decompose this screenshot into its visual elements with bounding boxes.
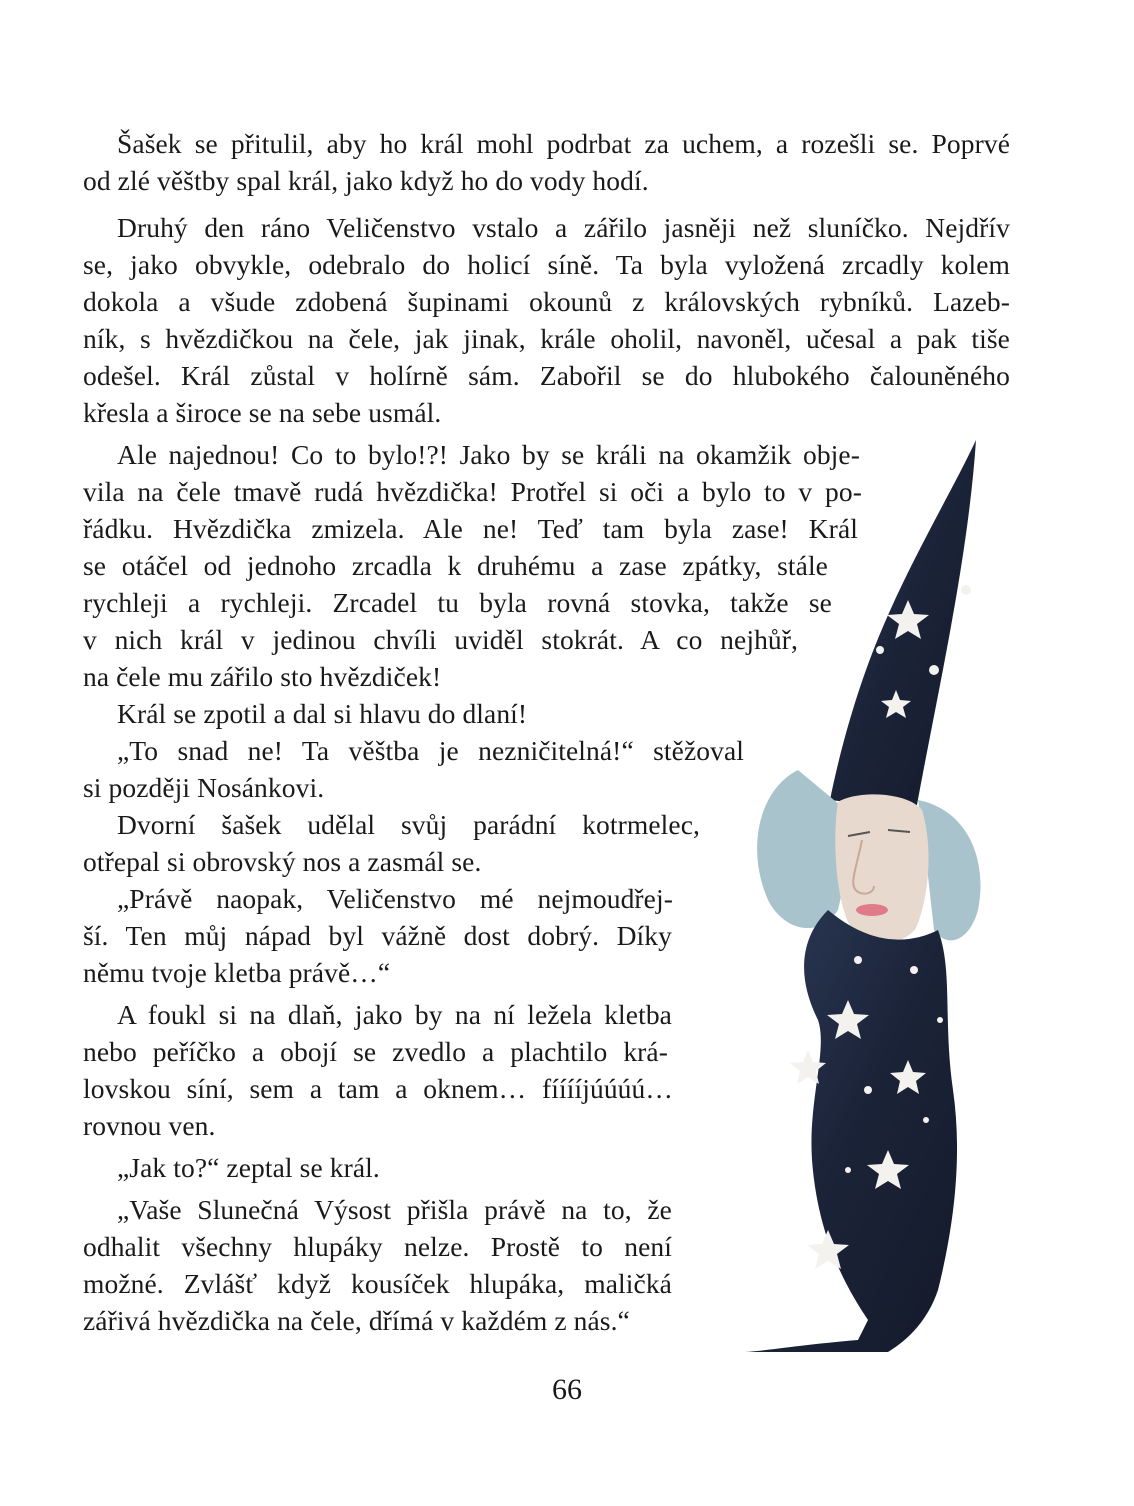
text-line: Druhý den ráno Veličenstvo vstalo a zářilo jasněji než sluníčko. Nejdřív xyxy=(117,212,1010,243)
text-line: křesla a široce se na sebe usmál. xyxy=(83,397,442,428)
text-line: možné. Zvlášť když kousíček hlupáka, maličká xyxy=(83,1268,672,1299)
text-line: odešel. Král zůstal v holírně sám. Zabořil se do hlubokého čalouněného xyxy=(83,360,1010,391)
text-line: ší. Ten můj nápad byl vážně dost dobrý. Díky xyxy=(83,920,672,951)
text-line: na čele mu zářilo sto hvězdiček! xyxy=(83,661,442,692)
text-line: v nich král v jedinou chvíli uviděl stokrát. A co nejhůř, xyxy=(83,624,798,655)
text-line: ník, s hvězdičkou na čele, jak jinak, krále oholil, navoněl, učesal a pak tiše xyxy=(83,323,1010,354)
text-line: se, jako obvykle, odebralo do holicí síně. Ta byla vyložená zrcadly kolem xyxy=(83,249,1010,280)
text-line: Šašek se přitulil, aby ho král mohl podrbat za uchem, a rozešli se. Poprvé xyxy=(117,128,1010,159)
text-line: lovskou síní, sem a tam a oknem… fííííjúúúú… xyxy=(83,1073,673,1104)
text-line: nebo peříčko a obojí se zvedlo a plachtilo krá- xyxy=(83,1036,668,1067)
robe-shape xyxy=(744,910,957,1352)
text-line: odhalit všechny hlupáky nelze. Prostě to není xyxy=(83,1231,672,1262)
text-line: od zlé věštby spal král, jako když ho do vody hodí. xyxy=(83,165,649,196)
text-line: se otáčel od jednoho zrcadla k druhému a zase zpátky, stále xyxy=(83,550,828,581)
text-line: „Vaše Slunečná Výsost přišla právě na to, že xyxy=(117,1194,672,1225)
text-line: A foukl si na dlaň, jako by na ní ležela kletba xyxy=(117,999,672,1030)
text-line: „To snad ne! Ta věštba je nezničitelná!“ stěžoval xyxy=(117,735,744,766)
text-line: Ale najednou! Co to bylo!?! Jako by se králi na okamžik obje- xyxy=(117,439,860,470)
text-line: „Jak to?“ zeptal se král. xyxy=(117,1152,380,1183)
text-line: Král se zpotil a dal si hlavu do dlaní! xyxy=(117,698,528,729)
text-line: dokola a všude zdobená šupinami okounů z královských rybníků. Lazeb- xyxy=(83,286,1010,317)
text-line: řádku. Hvězdička zmizela. Ale ne! Teď tam byla zase! Král xyxy=(83,513,858,544)
text-line: Dvorní šašek udělal svůj parádní kotrmelec, xyxy=(117,809,700,840)
text-line: rychleji a rychleji. Zrcadel tu byla rovná stovka, takže se xyxy=(83,587,832,618)
wizard-illustration xyxy=(738,440,1078,1352)
face-shape xyxy=(835,794,928,942)
text-line: si později Nosánkovi. xyxy=(83,772,325,803)
text-line: zářivá hvězdička na čele, dřímá v každém z nás.“ xyxy=(83,1305,630,1336)
text-line: vila na čele tmavě rudá hvězdička! Protřel si oči a bylo to v po- xyxy=(83,476,862,507)
page-number: 66 xyxy=(552,1373,582,1406)
text-line: rovnou ven. xyxy=(83,1110,216,1141)
text-line: „Právě naopak, Veličenstvo mé nejmoudřej- xyxy=(117,883,673,914)
text-line: němu tvoje kletba právě…“ xyxy=(83,957,391,988)
text-line: otřepal si obrovský nos a zasmál se. xyxy=(83,846,482,877)
